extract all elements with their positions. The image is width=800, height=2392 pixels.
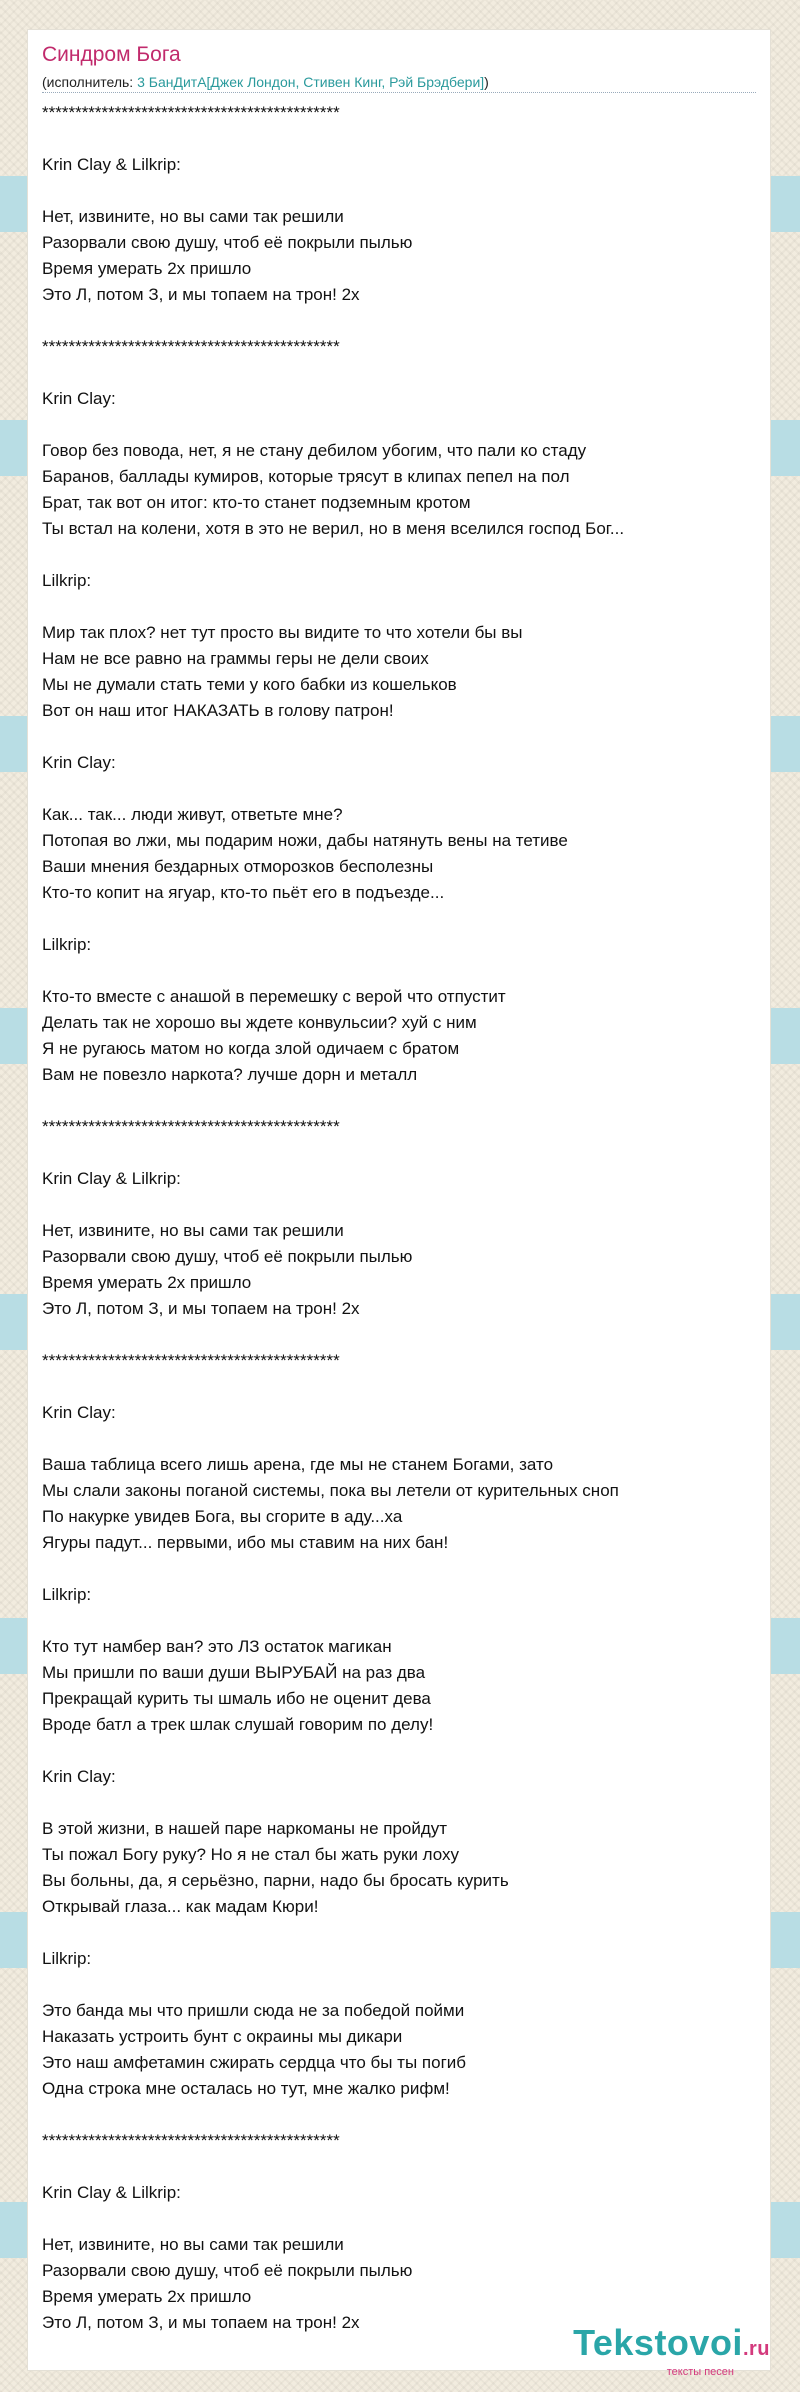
artist-suffix: ): [484, 74, 489, 90]
lyrics-panel: [28, 30, 770, 2370]
header-divider: [42, 92, 756, 93]
artist-link[interactable]: 3 БанДитА[Джек Лондон, Стивен Кинг, Рэй Брэдбери]: [137, 74, 485, 90]
site-logo[interactable]: [573, 2324, 770, 2378]
artist-prefix: (исполнитель:: [42, 74, 138, 90]
logo-wordmark: [573, 2324, 770, 2368]
artist-line: [42, 73, 489, 91]
logo-tagline: тексты песен: [666, 2366, 734, 2378]
logo-tld: .ru: [742, 2338, 770, 2360]
lyrics-text: ********************************************* Krin Clay & Lilkrip: Нет, извините, но вы сами так решили Разорвали свою душу, чтоб её покрыли пылью Время умерать 2х пришло Это Л, потом З, и мы топаем на трон! 2х ********************************************* Krin Clay: Говор без повода, нет, я не стану дебилом убогим, что пали ко стаду Баранов, баллады кумиров, которые трясут в клипах пепел на пол Брат, так вот он итог: кто-то станет подземным кротом Ты встал на колени, хотя в это не верил, но в меня вселился господ Бог... Lilkrip: Мир так плох? нет тут просто вы видите то что хотели бы вы Нам не все равно на граммы геры не дели своих Мы не думали стать теми у кого бабки из кошельков Вот он наш итог НАКАЗАТЬ в голову патрон! Krin Clay: Как... так... люди живут, ответьте мне? Потопая во лжи, мы подарим ножи, дабы натянуть вены на тетиве Ваши мнения бездарных отморозков бесполезны Кто-то копит на ягуар, кто-то пьёт его в подъезде... Lilkrip: Кто-то вместе с анашой в перемешку с верой что отпустит Делать так не хорошо вы ждете конвульсии? хуй с ним Я не ругаюсь матом но когда злой одичаем с братом Вам не повезло наркота? лучше дорн и металл ********************************************* Krin Clay & Lilkrip: Нет, извините, но вы сами так решили Разорвали свою душу, чтоб её покрыли пылью Время умерать 2х пришло Это Л, потом З, и мы топаем на трон! 2х ********************************************* Krin Clay: Ваша таблица всего лишь арена, где мы не станем Богами, зато Мы слали законы поганой системы, пока вы летели от курительных сноп По накурке увидев Бога, вы сгорите в аду...ха Ягуры падут... первыми, ибо мы ставим на них бан! Lilkrip: Кто тут намбер ван? это ЛЗ остаток магикан Мы пришли по ваши души ВЫРУБАЙ на раз два Прекращай курить ты шмаль ибо не оценит дева Вроде батл а трек шлак слушай говорим по делу! Krin Clay: В этой жизни, в нашей паре наркоманы не пройдут Ты пожал Богу руку? Но я не стал бы жать руки лоху Вы больны, да, я серьёзно, парни, надо бы бросать курить Открывай глаза... как мадам Кюри! Lilkrip: Это банда мы что пришли сюда не за победой пойми Наказать устроить бунт с окраины мы дикари Это наш амфетамин сжирать сердца что бы ты погиб Одна строка мне осталась но тут, мне жалко рифм! ********************************************* Krin Clay & Lilkrip: Нет, извините, но вы сами так решили Разорвали свою душу, чтоб её покрыли пылью Время умерать 2х пришло Это Л, потом З, и мы топаем на трон! 2х: [42, 103, 625, 2332]
song-title: Синдром Бога: [42, 43, 181, 66]
logo-name: Tekstovoi: [573, 2322, 743, 2363]
